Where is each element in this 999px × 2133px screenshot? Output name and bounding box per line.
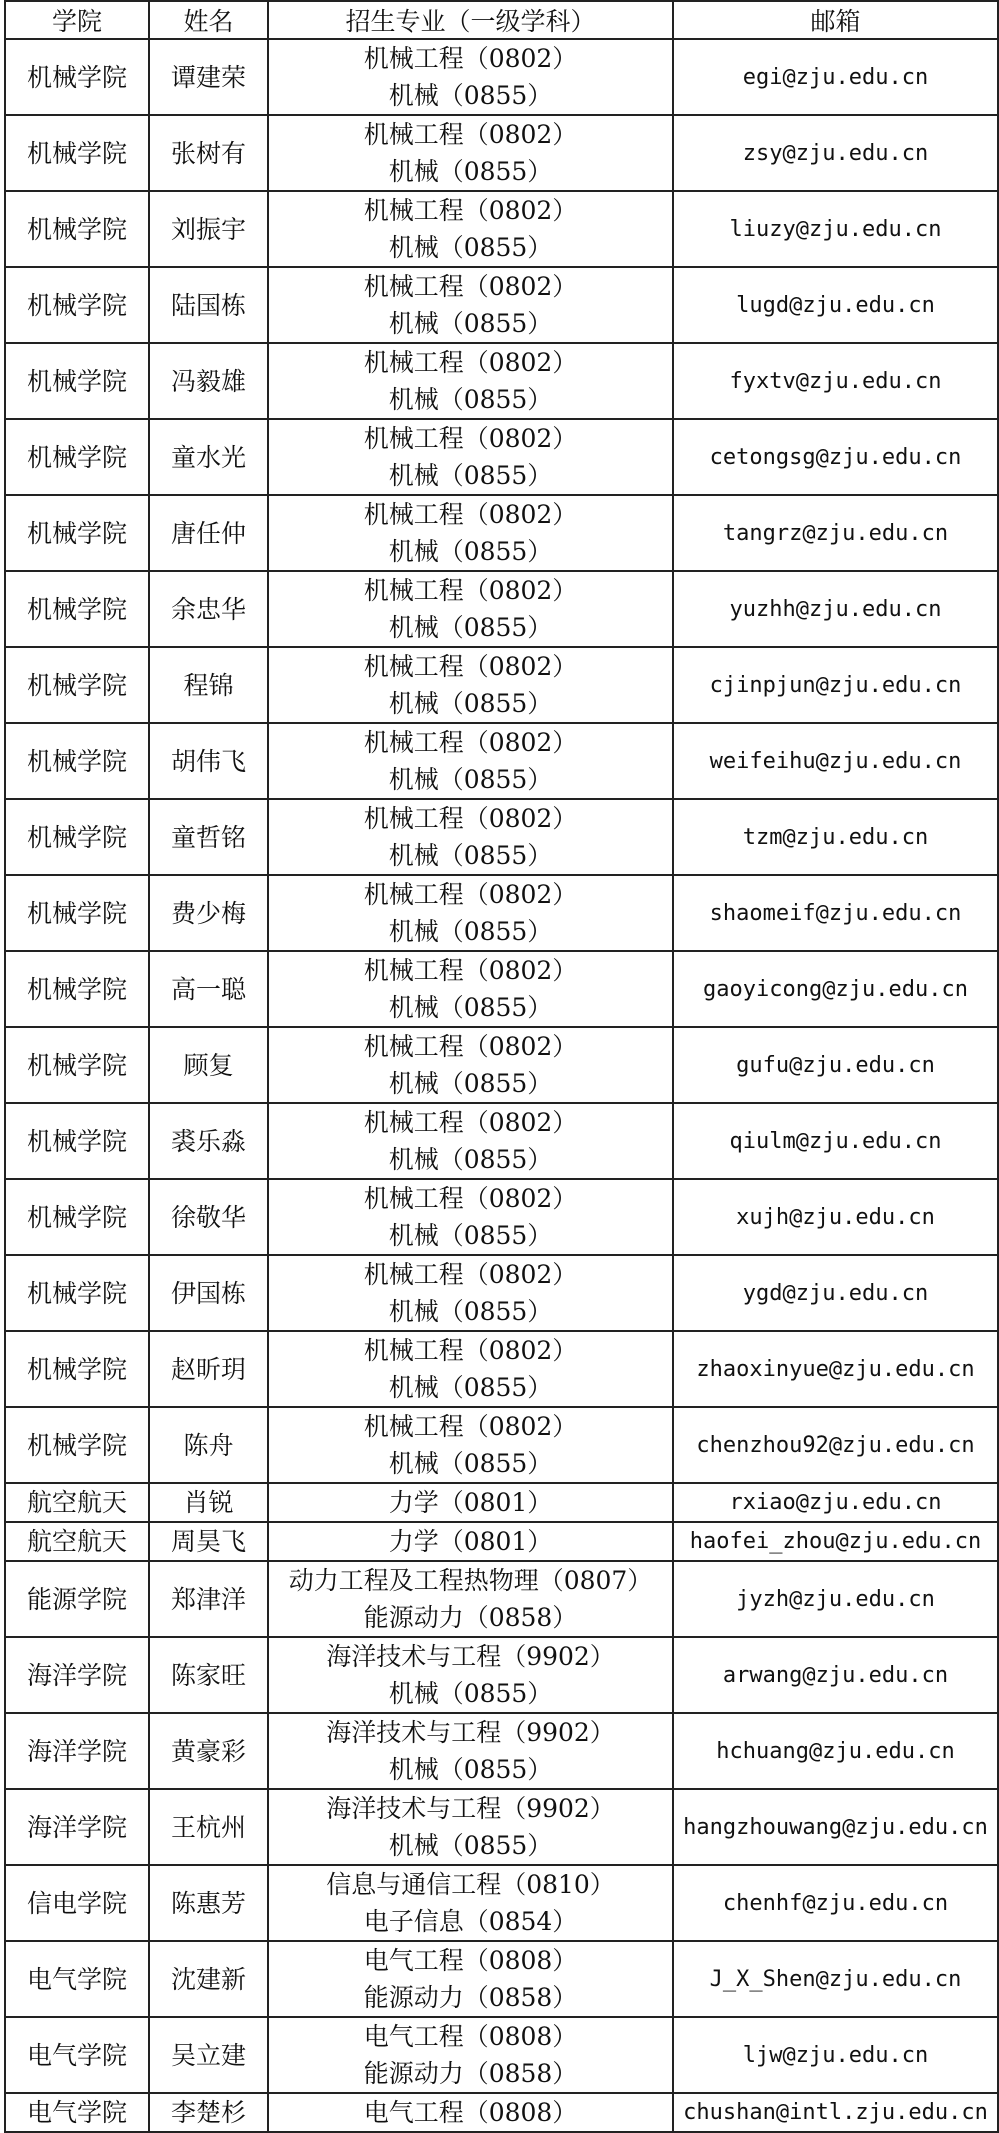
advisor-name-cell: 王杭州 [149,1789,268,1865]
major-line: 机械（0855） [388,1145,553,1174]
major-cell [268,1407,673,1483]
college-cell: 机械学院 [5,191,149,267]
major-line: 电气工程（0808） [363,2098,578,2127]
college-cell: 机械学院 [5,951,149,1027]
major-cell [268,115,673,191]
header-row [5,1,998,39]
major-line: 信息与通信工程（0810） [326,1870,615,1899]
table-row [5,1789,998,1865]
email-cell: J_X_Shen@zju.edu.cn [673,1941,998,2017]
email-cell: egi@zju.edu.cn [673,39,998,115]
email-cell: shaomeif@zju.edu.cn [673,875,998,951]
major-line: 机械（0855） [388,1755,553,1784]
header-email: 邮箱 [673,1,998,39]
major-line: 机械（0855） [388,461,553,490]
advisor-name-cell: 谭建荣 [149,39,268,115]
major-cell [268,647,673,723]
table-row [5,647,998,723]
major-line: 机械工程（0802） [363,728,578,757]
major-line: 机械工程（0802） [363,880,578,909]
major-line: 机械（0855） [388,1831,553,1860]
major-cell [268,1522,673,1561]
major-cell [268,343,673,419]
major-line: 动力工程及工程热物理（0807） [288,1566,653,1595]
header-name: 姓名 [149,1,268,39]
table-row [5,39,998,115]
major-cell [268,1027,673,1103]
table-row [5,2017,998,2093]
major-cell [268,1103,673,1179]
table-row [5,723,998,799]
major-line: 电气工程（0808） [363,1946,578,1975]
table-row [5,1027,998,1103]
table-row [5,1483,998,1522]
major-line: 机械工程（0802） [363,1412,578,1441]
table-row [5,495,998,571]
college-cell: 机械学院 [5,1331,149,1407]
email-cell: weifeihu@zju.edu.cn [673,723,998,799]
email-cell: hangzhouwang@zju.edu.cn [673,1789,998,1865]
email-cell: qiulm@zju.edu.cn [673,1103,998,1179]
major-line: 机械（0855） [388,689,553,718]
advisor-name-cell: 顾复 [149,1027,268,1103]
table-row [5,419,998,495]
major-line: 机械工程（0802） [363,120,578,149]
major-line: 机械（0855） [388,1449,553,1478]
major-line: 机械工程（0802） [363,1336,578,1365]
email-cell: chenhf@zju.edu.cn [673,1865,998,1941]
major-cell [268,495,673,571]
major-cell [268,1637,673,1713]
advisor-name-cell: 张树有 [149,115,268,191]
college-cell: 能源学院 [5,1561,149,1637]
email-cell: ygd@zju.edu.cn [673,1255,998,1331]
email-cell: hchuang@zju.edu.cn [673,1713,998,1789]
major-cell [268,1941,673,2017]
email-cell: fyxtv@zju.edu.cn [673,343,998,419]
college-cell: 机械学院 [5,419,149,495]
email-cell: chenzhou92@zju.edu.cn [673,1407,998,1483]
college-cell: 海洋学院 [5,1713,149,1789]
major-line: 机械工程（0802） [363,1184,578,1213]
email-cell: lugd@zju.edu.cn [673,267,998,343]
advisor-name-cell: 童哲铭 [149,799,268,875]
email-cell: haofei_zhou@zju.edu.cn [673,1522,998,1561]
advisor-name-cell: 李楚杉 [149,2093,268,2132]
advisor-name-cell: 陈惠芳 [149,1865,268,1941]
major-line: 机械工程（0802） [363,44,578,73]
table-row [5,1561,998,1637]
major-line: 机械工程（0802） [363,576,578,605]
table-row [5,343,998,419]
major-line: 机械（0855） [388,537,553,566]
college-cell: 机械学院 [5,1027,149,1103]
major-cell [268,1789,673,1865]
table-row [5,799,998,875]
major-line: 机械（0855） [388,309,553,338]
major-cell [268,2017,673,2093]
college-cell: 机械学院 [5,1103,149,1179]
major-line: 机械（0855） [388,1069,553,1098]
college-cell: 机械学院 [5,1179,149,1255]
advisor-name-cell: 裘乐淼 [149,1103,268,1179]
table-row [5,1713,998,1789]
college-cell: 机械学院 [5,267,149,343]
email-cell: cetongsg@zju.edu.cn [673,419,998,495]
major-cell [268,1179,673,1255]
table-row [5,267,998,343]
major-line: 机械（0855） [388,613,553,642]
major-line: 能源动力（0858） [363,1603,578,1632]
advisor-name-cell: 冯毅雄 [149,343,268,419]
major-line: 机械工程（0802） [363,956,578,985]
college-cell: 电气学院 [5,2017,149,2093]
table-row [5,1103,998,1179]
major-line: 机械（0855） [388,1373,553,1402]
advisor-name-cell: 周昊飞 [149,1522,268,1561]
major-cell [268,39,673,115]
advisor-name-cell: 黄豪彩 [149,1713,268,1789]
advisor-name-cell: 高一聪 [149,951,268,1027]
advisor-name-cell: 唐任仲 [149,495,268,571]
table-row [5,1941,998,2017]
advisor-name-cell: 陈舟 [149,1407,268,1483]
major-cell [268,723,673,799]
table-row [5,875,998,951]
table-row [5,1865,998,1941]
email-cell: yuzhh@zju.edu.cn [673,571,998,647]
table-row [5,1331,998,1407]
table-row [5,1637,998,1713]
major-line: 机械工程（0802） [363,1260,578,1289]
major-line: 电气工程（0808） [363,2022,578,2051]
major-cell [268,951,673,1027]
major-line: 电子信息（0854） [363,1907,578,1936]
major-line: 机械（0855） [388,1221,553,1250]
advisor-name-cell: 余忠华 [149,571,268,647]
college-cell: 海洋学院 [5,1637,149,1713]
major-line: 机械（0855） [388,1297,553,1326]
major-cell [268,1561,673,1637]
table-body [5,39,998,2132]
email-cell: ljw@zju.edu.cn [673,2017,998,2093]
major-line: 机械（0855） [388,765,553,794]
header-college: 学院 [5,1,149,39]
email-cell: gufu@zju.edu.cn [673,1027,998,1103]
college-cell: 机械学院 [5,647,149,723]
advisor-table [4,0,999,2133]
college-cell: 机械学院 [5,799,149,875]
major-cell [268,1331,673,1407]
major-cell [268,799,673,875]
email-cell: zhaoxinyue@zju.edu.cn [673,1331,998,1407]
advisor-name-cell: 伊国栋 [149,1255,268,1331]
email-cell: jyzh@zju.edu.cn [673,1561,998,1637]
major-cell [268,2093,673,2132]
table-row [5,1522,998,1561]
college-cell: 机械学院 [5,1255,149,1331]
email-cell: arwang@zju.edu.cn [673,1637,998,1713]
advisor-name-cell: 吴立建 [149,2017,268,2093]
major-line: 力学（0801） [388,1527,553,1556]
major-cell [268,1255,673,1331]
major-line: 机械工程（0802） [363,272,578,301]
major-cell [268,191,673,267]
major-line: 机械工程（0802） [363,500,578,529]
college-cell: 电气学院 [5,2093,149,2132]
advisor-name-cell: 陆国栋 [149,267,268,343]
email-cell: tangrz@zju.edu.cn [673,495,998,571]
advisor-name-cell: 童水光 [149,419,268,495]
college-cell: 机械学院 [5,875,149,951]
advisor-name-cell: 程锦 [149,647,268,723]
email-cell: chushan@intl.zju.edu.cn [673,2093,998,2132]
email-cell: liuzy@zju.edu.cn [673,191,998,267]
college-cell: 电气学院 [5,1941,149,2017]
major-line: 机械（0855） [388,81,553,110]
table-row [5,115,998,191]
advisor-name-cell: 陈家旺 [149,1637,268,1713]
major-line: 海洋技术与工程（9902） [326,1718,615,1747]
major-line: 机械（0855） [388,917,553,946]
major-line: 机械工程（0802） [363,348,578,377]
major-line: 机械（0855） [388,233,553,262]
major-line: 机械工程（0802） [363,652,578,681]
major-line: 机械（0855） [388,841,553,870]
college-cell: 机械学院 [5,343,149,419]
major-line: 海洋技术与工程（9902） [326,1794,615,1823]
advisor-name-cell: 徐敬华 [149,1179,268,1255]
major-line: 力学（0801） [388,1488,553,1517]
advisor-name-cell: 郑津洋 [149,1561,268,1637]
table-row [5,1179,998,1255]
email-cell: zsy@zju.edu.cn [673,115,998,191]
major-line: 海洋技术与工程（9902） [326,1642,615,1671]
table-row [5,1255,998,1331]
college-cell: 机械学院 [5,495,149,571]
major-cell [268,1713,673,1789]
major-line: 机械（0855） [388,157,553,186]
email-cell: gaoyicong@zju.edu.cn [673,951,998,1027]
advisor-name-cell: 赵昕玥 [149,1331,268,1407]
major-line: 能源动力（0858） [363,2059,578,2088]
email-cell: rxiao@zju.edu.cn [673,1483,998,1522]
college-cell: 信电学院 [5,1865,149,1941]
email-cell: tzm@zju.edu.cn [673,799,998,875]
advisor-name-cell: 刘振宇 [149,191,268,267]
college-cell: 机械学院 [5,1407,149,1483]
advisor-name-cell: 肖锐 [149,1483,268,1522]
table-row [5,2093,998,2132]
major-cell [268,1865,673,1941]
college-cell: 机械学院 [5,723,149,799]
table-row [5,1407,998,1483]
college-cell: 航空航天 [5,1522,149,1561]
major-cell [268,1483,673,1522]
major-line: 机械（0855） [388,385,553,414]
major-line: 机械（0855） [388,993,553,1022]
major-line: 机械工程（0802） [363,1108,578,1137]
major-cell [268,875,673,951]
college-cell: 机械学院 [5,115,149,191]
major-line: 能源动力（0858） [363,1983,578,2012]
college-cell: 海洋学院 [5,1789,149,1865]
table-row [5,951,998,1027]
table-row [5,191,998,267]
college-cell: 机械学院 [5,39,149,115]
table-row [5,571,998,647]
major-line: 机械工程（0802） [363,424,578,453]
major-cell [268,419,673,495]
email-cell: cjinpjun@zju.edu.cn [673,647,998,723]
advisor-name-cell: 费少梅 [149,875,268,951]
header-major: 招生专业（一级学科） [268,1,673,39]
major-line: 机械工程（0802） [363,1032,578,1061]
major-line: 机械工程（0802） [363,196,578,225]
college-cell: 航空航天 [5,1483,149,1522]
major-line: 机械工程（0802） [363,804,578,833]
major-line: 机械（0855） [388,1679,553,1708]
college-cell: 机械学院 [5,571,149,647]
advisor-name-cell: 沈建新 [149,1941,268,2017]
advisor-name-cell: 胡伟飞 [149,723,268,799]
email-cell: xujh@zju.edu.cn [673,1179,998,1255]
major-cell [268,267,673,343]
major-cell [268,571,673,647]
